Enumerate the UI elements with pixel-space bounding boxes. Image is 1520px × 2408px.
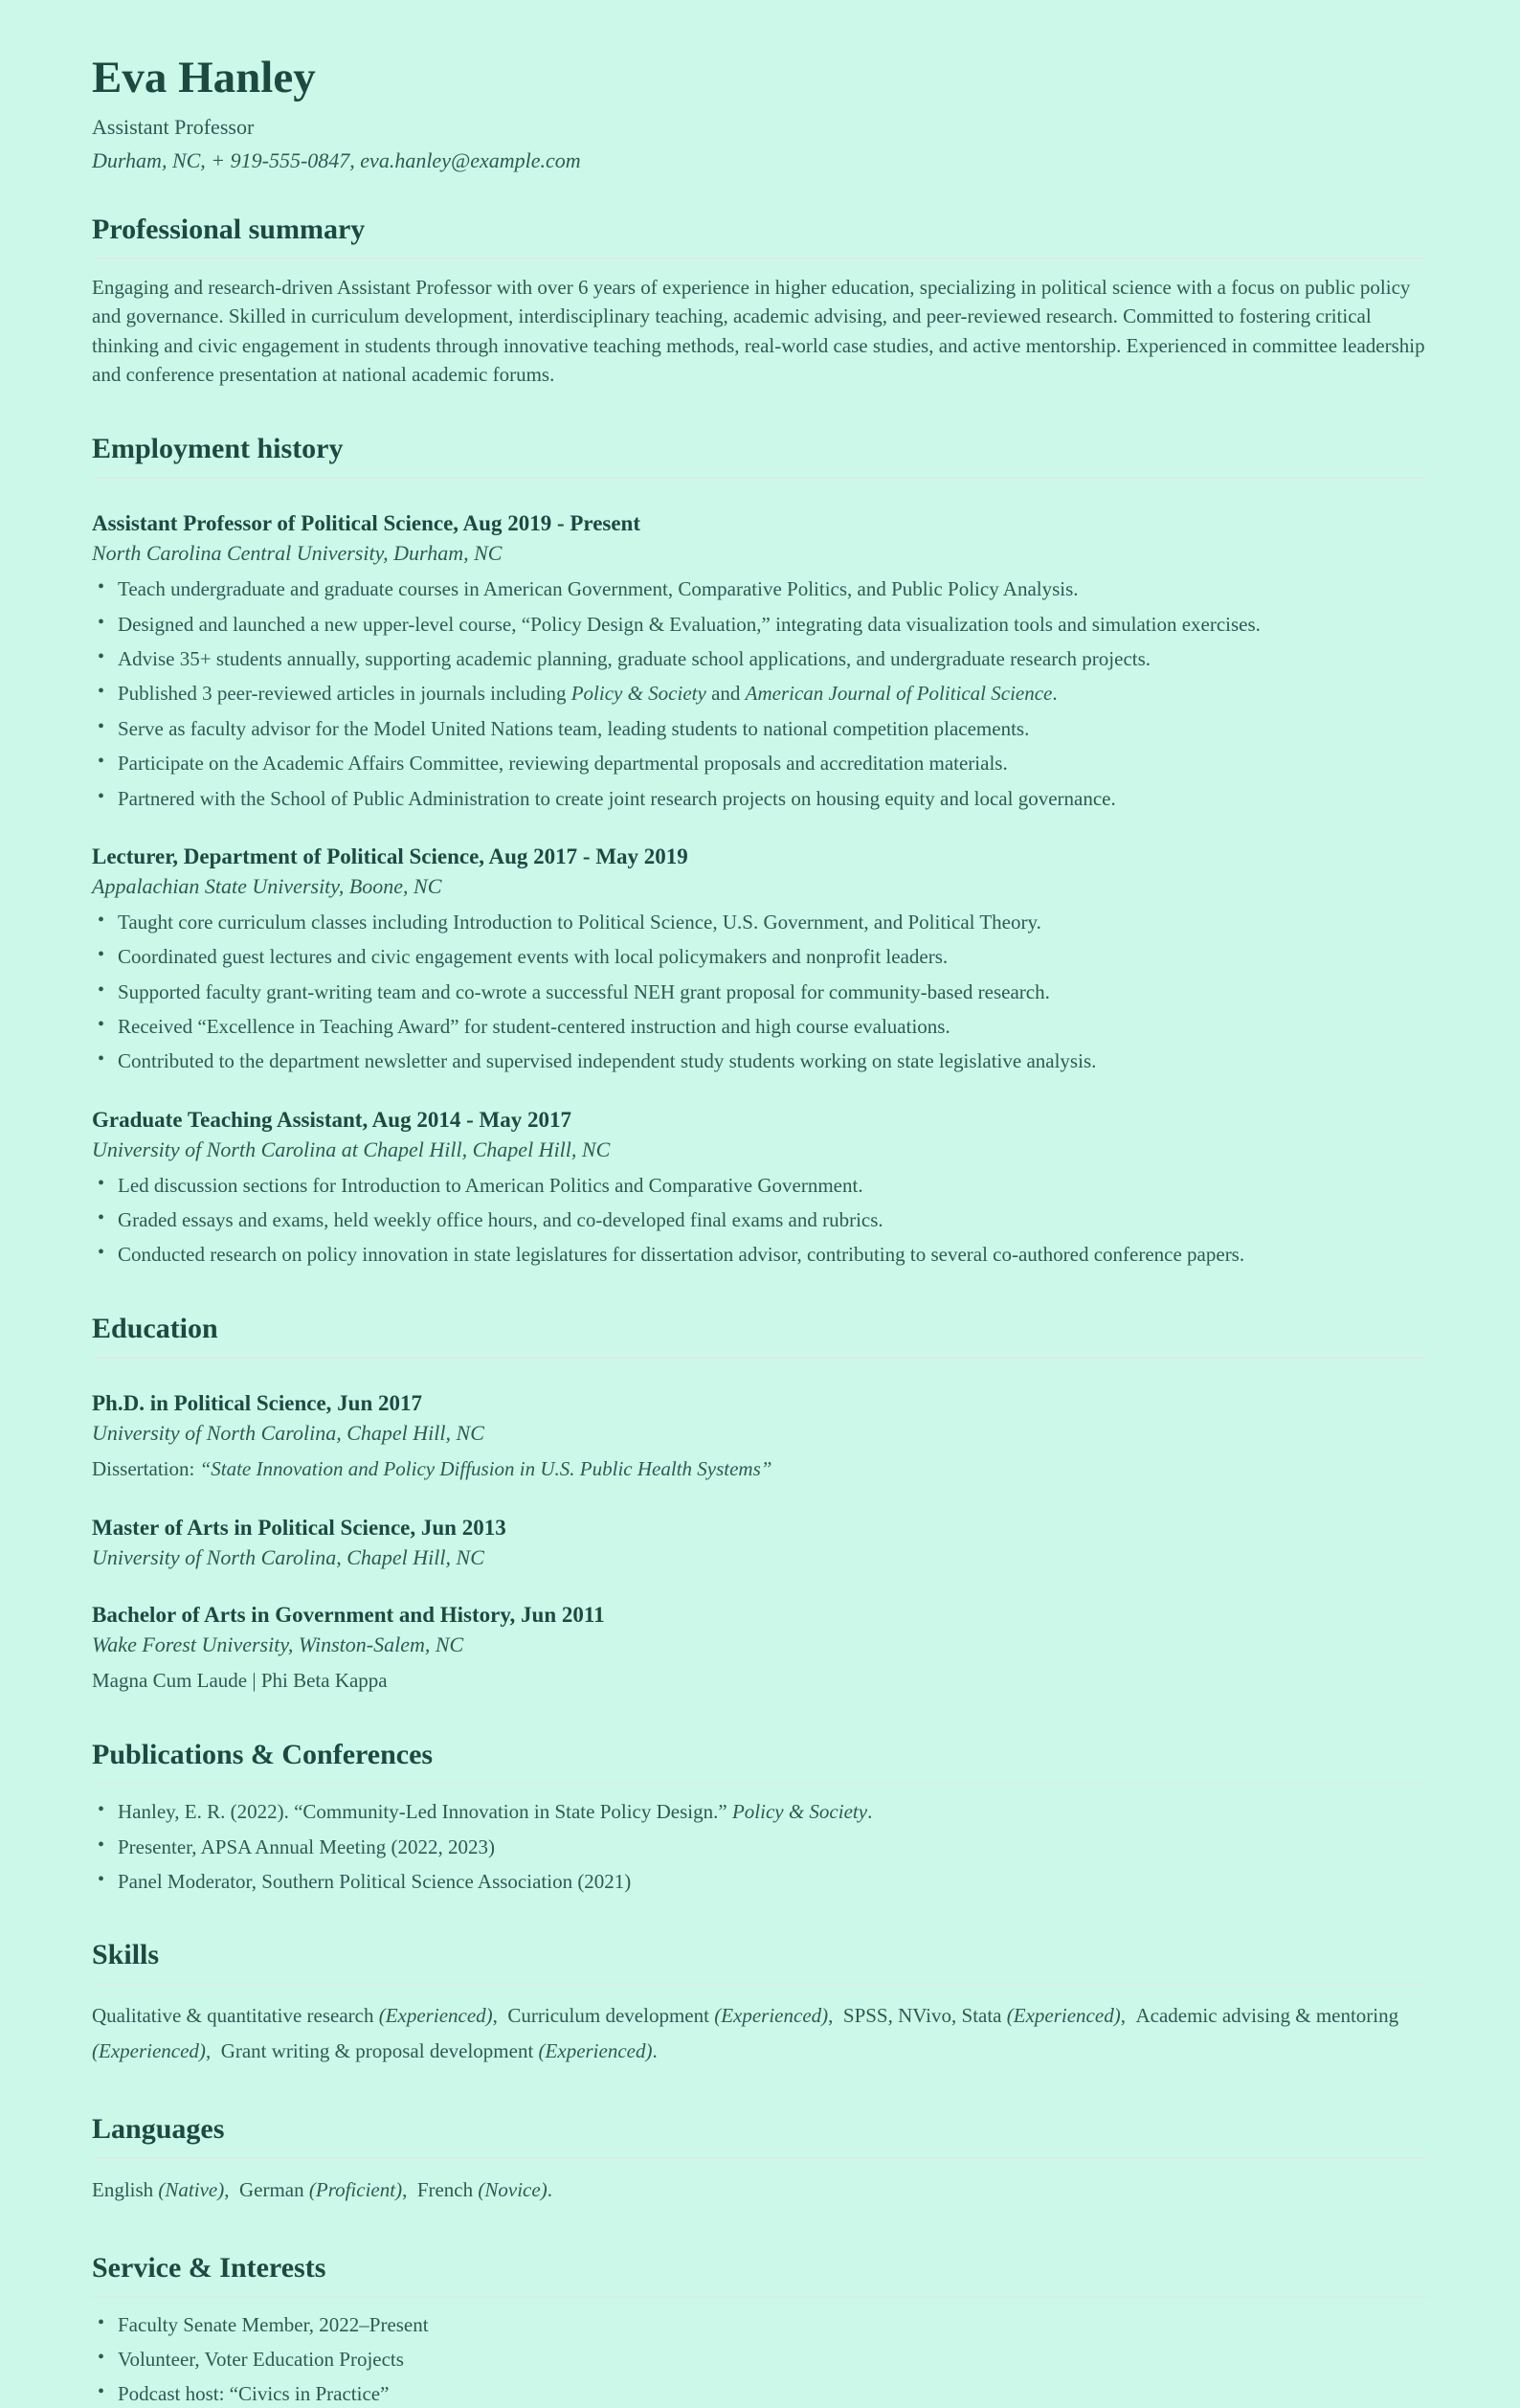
job-bullet: • Teach undergraduate and graduate courses in American Government, Comparative Politics, and Public Policy Analysis.	[92, 575, 1428, 602]
section-professional-summary	[92, 214, 1428, 390]
degree-note: Magna Cum Laude | Phi Beta Kappa	[92, 1668, 388, 1692]
job-title: Graduate Teaching Assistant, Aug 2014 - May 2017	[92, 1107, 571, 1132]
job-bullet-list	[92, 909, 1428, 1075]
publication-item: • Panel Moderator, Southern Political Science Association (2021)	[92, 1868, 1428, 1895]
job-bullet: • Received “Excellence in Teaching Award” for student-centered instruction and high course evaluations.	[92, 1013, 1428, 1040]
service-item: • Podcast host: “Civics in Practice”	[92, 2380, 1428, 2407]
section-skills	[92, 1939, 1428, 2069]
job-bullet: • Graded essays and exams, held weekly office hours, and co-developed final exams and rubrics.	[92, 1206, 1428, 1233]
degree-title: Bachelor of Arts in Government and History, Jun 2011	[92, 1602, 605, 1627]
degree-school: Wake Forest University, Winston-Salem, NC	[92, 1632, 464, 1656]
languages-text: English (Native), German (Proficient), French (Novice).	[92, 2177, 552, 2201]
degree-title: Ph.D. in Political Science, Jun 2017	[92, 1390, 422, 1415]
publication-list	[92, 1798, 1428, 1895]
job-bullet: • Taught core curriculum classes including Introduction to Political Science, U.S. Government, and Political Theory.	[92, 909, 1428, 935]
skills-text: Qualitative & quantitative research (Experienced), Curriculum development (Experienced), SPSS, NVivo, Stata (Experienced), Academic advising & mentoring (Experienced), Grant writing & proposal development (Experienced).	[92, 2004, 1399, 2063]
degree-note: Dissertation: “State Innovation and Policy Diffusion in U.S. Public Health Systems”	[92, 1456, 772, 1480]
degree-entry	[92, 1516, 1428, 1570]
publication-item: • Presenter, APSA Annual Meeting (2022, 2023)	[92, 1834, 1428, 1860]
candidate-job-title: Assistant Professor	[92, 114, 255, 139]
section-languages	[92, 2113, 1428, 2208]
job-bullet: • Advise 35+ students annually, supporting academic planning, graduate school applications, and undergraduate research projects.	[92, 645, 1428, 672]
job-employer: Appalachian State University, Boone, NC	[92, 873, 442, 898]
job-bullet: • Supported faculty grant-writing team and co-wrote a successful NEH grant proposal for community-based research.	[92, 979, 1428, 1005]
job-bullet-list	[92, 1172, 1428, 1269]
degree-title: Master of Arts in Political Science, Jun 2013	[92, 1515, 506, 1540]
job-bullet: • Designed and launched a new upper-level course, “Policy Design & Evaluation,” integrating data visualization tools and simulation exercises.	[92, 611, 1428, 638]
job-employer: North Carolina Central University, Durham, NC	[92, 541, 503, 566]
job-bullet: • Contributed to the department newsletter and supervised independent study students working on state legislative analysis.	[92, 1047, 1428, 1074]
education-heading: Education	[92, 1313, 1428, 1359]
service-item: • Volunteer, Voter Education Projects	[92, 2346, 1428, 2373]
degree-school: University of North Carolina, Chapel Hill, NC	[92, 1544, 484, 1569]
summary-heading: Professional summary	[92, 214, 1428, 259]
job-bullet: • Serve as faculty advisor for the Model United Nations team, leading students to national competition placements.	[92, 715, 1428, 742]
job-bullet: • Led discussion sections for Introduction to American Politics and Comparative Government.	[92, 1172, 1428, 1199]
publications-heading: Publications & Conferences	[92, 1739, 1428, 1785]
degree-entry	[92, 1391, 1428, 1483]
job-bullet: • Conducted research on policy innovation in state legislatures for dissertation advisor, contributing to several co-authored conference papers.	[92, 1241, 1428, 1268]
job-title: Lecturer, Department of Political Science, Aug 2017 - May 2019	[92, 844, 688, 868]
degree-entry	[92, 1603, 1428, 1695]
job-list	[92, 511, 1428, 1268]
degree-list	[92, 1391, 1428, 1696]
service-item: • Faculty Senate Member, 2022–Present	[92, 2311, 1428, 2338]
job-entry	[92, 1108, 1428, 1269]
job-entry	[92, 511, 1428, 811]
job-bullet: • Partnered with the School of Public Administration to create joint research projects on housing equity and local governance.	[92, 785, 1428, 812]
job-bullet: • Participate on the Academic Affairs Committee, reviewing departmental proposals and accreditation materials.	[92, 750, 1428, 776]
job-bullet-list	[92, 575, 1428, 811]
job-bullet: • Coordinated guest lectures and civic engagement events with local policymakers and nonprofit leaders.	[92, 943, 1428, 970]
skills-heading: Skills	[92, 1939, 1428, 1985]
section-education	[92, 1313, 1428, 1696]
section-employment-history	[92, 433, 1428, 1268]
candidate-name: Eva Hanley	[92, 53, 316, 102]
summary-text: Engaging and research-driven Assistant Professor with over 6 years of experience in higher education, specializing in political science with a focus on public policy and governance. Skilled in curriculum development, interdisciplinary teaching, academic advising, and peer-reviewed research. Committed to fostering critical thinking and civic engagement in students through innovative teaching methods, real-world case studies, and active mentorship. Experienced in committee leadership and conference presentation at national academic forums.	[92, 275, 1425, 386]
job-employer: University of North Carolina at Chapel Hill, Chapel Hill, NC	[92, 1136, 611, 1161]
service-list	[92, 2311, 1428, 2408]
contact-info: Durham, NC, + 919-555-0847, eva.hanley@example.com	[92, 147, 581, 172]
section-publications	[92, 1739, 1428, 1895]
job-entry	[92, 844, 1428, 1075]
employment-heading: Employment history	[92, 433, 1428, 479]
degree-school: University of North Carolina, Chapel Hill, NC	[92, 1420, 484, 1445]
publication-item: • Hanley, E. R. (2022). “Community-Led Innovation in State Policy Design.” Policy & Society.	[92, 1798, 1428, 1825]
section-service-interests	[92, 2252, 1428, 2408]
resume-header	[92, 54, 1428, 173]
service-heading: Service & Interests	[92, 2252, 1428, 2298]
job-title: Assistant Professor of Political Science, Aug 2019 - Present	[92, 511, 641, 536]
job-bullet: • Published 3 peer-reviewed articles in journals including Policy & Society and American Journal of Political Science.	[92, 680, 1428, 707]
languages-heading: Languages	[92, 2113, 1428, 2159]
